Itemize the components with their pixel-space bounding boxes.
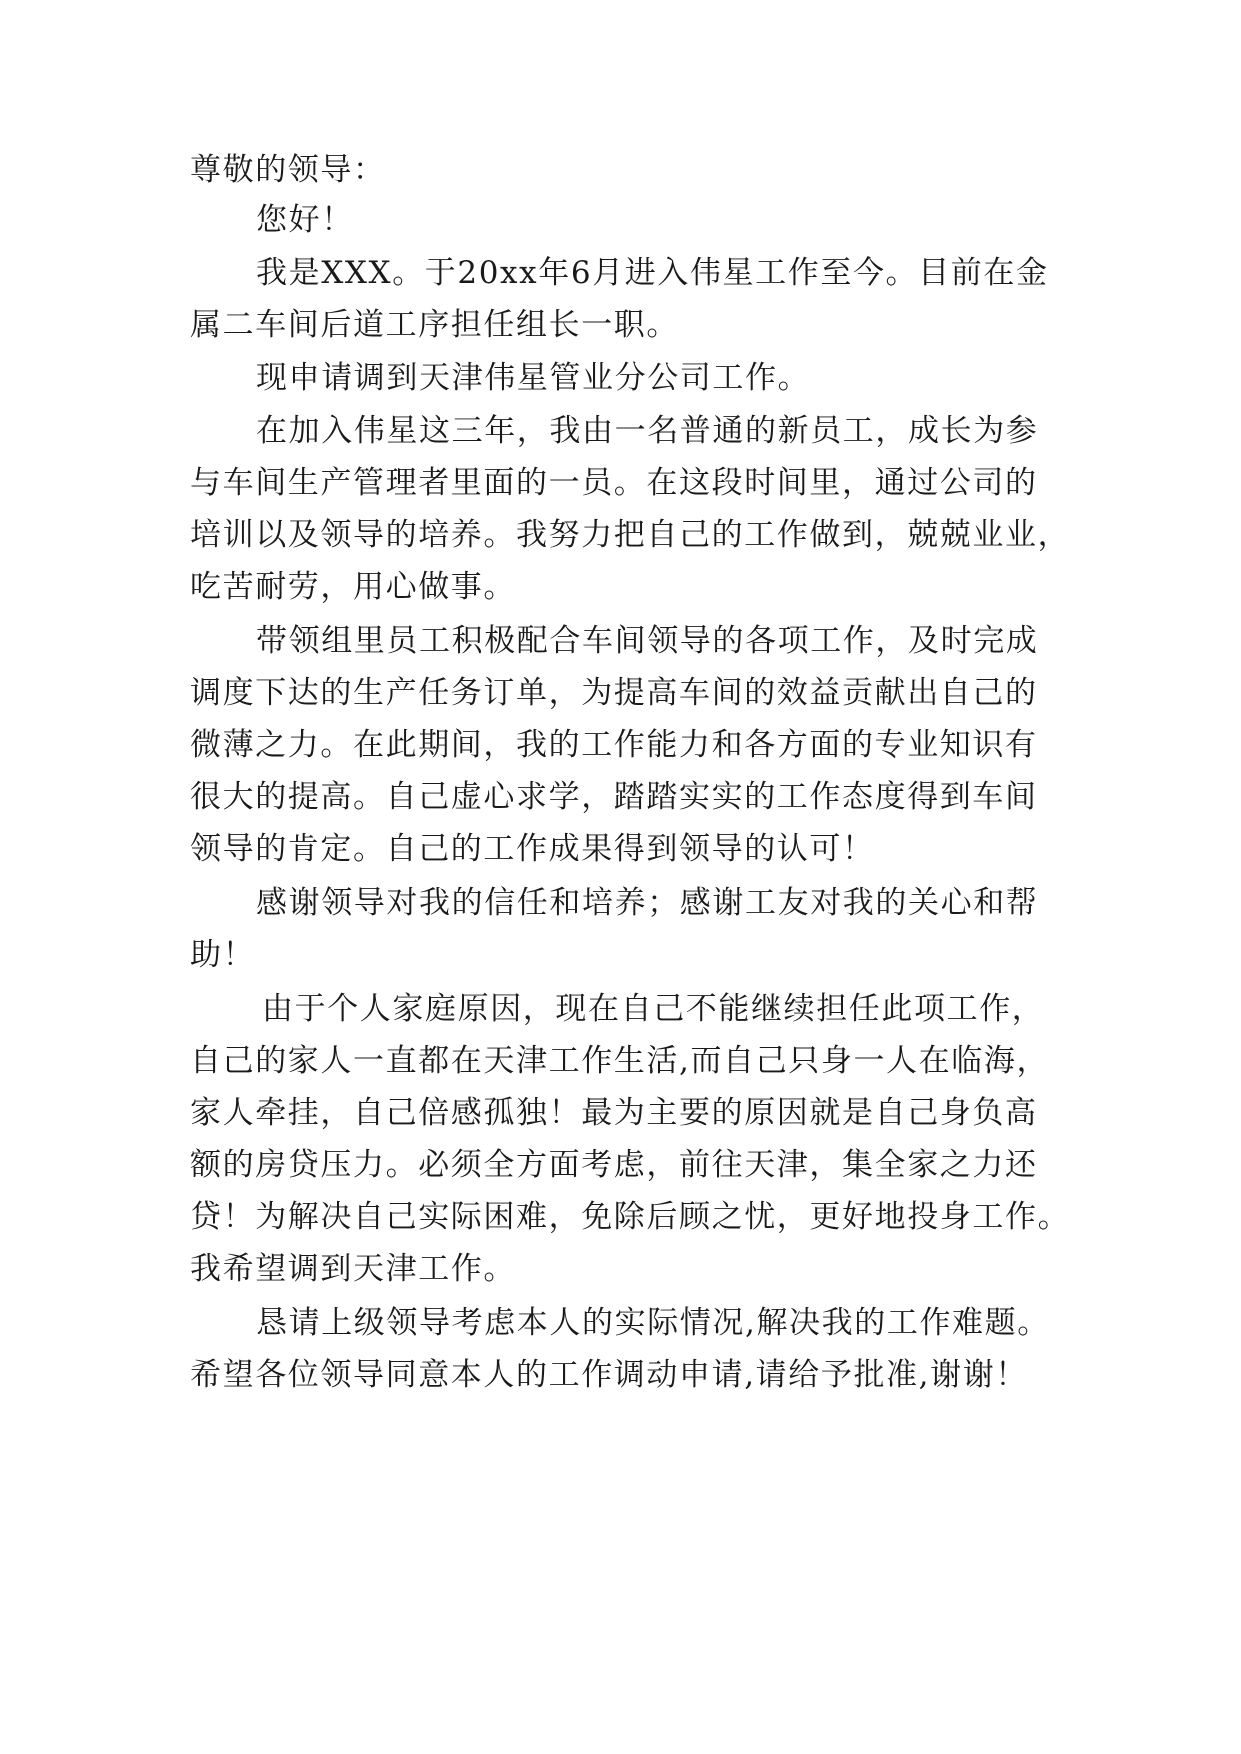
greeting: 您好！ xyxy=(256,202,354,238)
body-line: 贷！为解决自己实际困难，免除后顾之忧，更好地投身工作。 xyxy=(190,1199,1071,1235)
body-line: 培训以及领导的培养。我努力把自己的工作做到，兢兢业业， xyxy=(190,517,1071,553)
body-line: 现申请调到天津伟星管业分公司工作。 xyxy=(256,360,811,396)
body-line: 希望各位领导同意本人的工作调动申请,请给予批准,谢谢！ xyxy=(190,1357,1028,1393)
body-line: 额的房贷压力。必须全方面考虑，前往天津，集全家之力还 xyxy=(190,1147,1038,1183)
salutation: 尊敬的领导： xyxy=(190,152,386,188)
body-line: 微薄之力。在此期间，我的工作能力和各方面的专业知识有 xyxy=(190,727,1038,763)
body-line: 带领组里员工积极配合车间领导的各项工作，及时完成 xyxy=(256,623,1039,659)
body-line: 自己的家人一直都在天津工作生活,而自己只身一人在临海， xyxy=(190,1043,1050,1079)
body-line: 家人牵挂，自己倍感孤独！最为主要的原因就是自己身负高 xyxy=(190,1095,1038,1131)
body-line: 吃苦耐劳，用心做事。 xyxy=(190,569,516,605)
body-line: 我希望调到天津工作。 xyxy=(190,1251,516,1287)
body-line: 由于个人家庭原因，现在自己不能继续担任此项工作， xyxy=(262,991,1045,1027)
body-line: 很大的提高。自己虚心求学，踏踏实实的工作态度得到车间 xyxy=(190,779,1038,815)
body-line: 与车间生产管理者里面的一员。在这段时间里，通过公司的 xyxy=(190,465,1038,501)
body-line: 助！ xyxy=(190,937,256,973)
body-line: 属二车间后道工序担任组长一职。 xyxy=(190,307,679,343)
body-line: 感谢领导对我的信任和培养；感谢工友对我的关心和帮 xyxy=(256,885,1039,921)
body-line: 恳请上级领导考虑本人的实际情况,解决我的工作难题。 xyxy=(256,1305,1050,1341)
body-line: 调度下达的生产任务订单，为提高车间的效益贡献出自己的 xyxy=(190,675,1038,711)
body-line: 领导的肯定。自己的工作成果得到领导的认可！ xyxy=(190,831,875,867)
body-line: 在加入伟星这三年，我由一名普通的新员工，成长为参 xyxy=(256,413,1039,449)
body-line: 我是XXX。于20xx年6月进入伟星工作至今。目前在金 xyxy=(256,255,1049,291)
